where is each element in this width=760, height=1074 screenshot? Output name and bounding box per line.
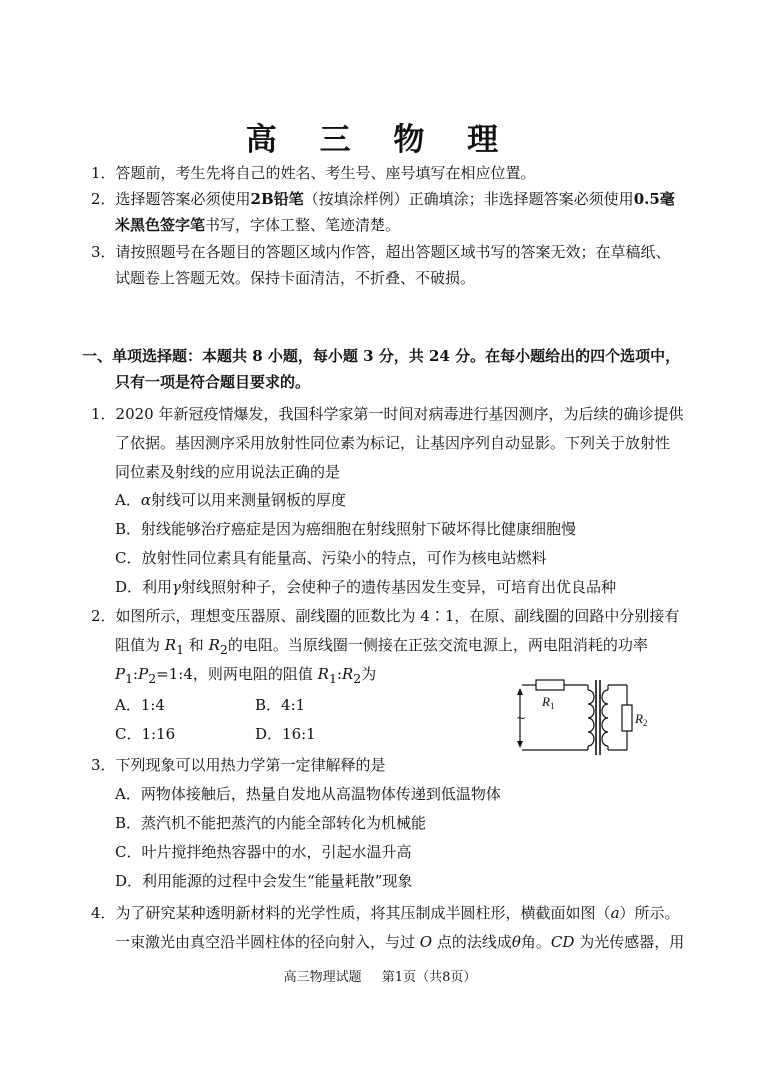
r1-label: $R_1$: [542, 694, 555, 711]
q4-stem-2: 一束激光由真空沿半圆柱体的径向射入，与过 O 点的法线成θ角。CD 为光传感器，用: [115, 933, 685, 951]
instruction-3-cont: 试题卷上答题无效。保持卡面清洁，不折叠、不破损。: [115, 269, 476, 287]
instruction-2: 2．选择题答案必须使用2B铅笔（按填涂样例）正确填涂；非选择题答案必须使用0.5毫: [91, 190, 675, 208]
q4-stem-1: 4．为了研究某种透明新材料的光学性质，将其压制成半圆柱形，横截面如图（a）所示。: [91, 904, 680, 922]
section-heading: 一、单项选择题：本题共 8 小题，每小题 3 分，共 24 分。在每小题给出的四个选项中，: [82, 347, 681, 365]
instruction-3: 3．请按照题号在各题目的答题区域内作答，超出答题区域书写的答案无效；在草稿纸、: [91, 243, 671, 261]
page-title: 高 三 物 理: [245, 122, 515, 158]
section-heading-cont: 只有一项是符合题目要求的。: [115, 373, 311, 391]
instruction-1: 1．答题前，考生先将自己的姓名、考生号、座号填写在相应位置。: [91, 164, 536, 182]
page-footer: [0, 966, 760, 985]
q2-option-b: B．4:1: [255, 696, 306, 714]
q2-stem-1: 2．如图所示，理想变压器原、副线圈的匝数比为 4∶1，在原、副线圈的回路中分别接有: [91, 607, 680, 625]
q1-option-b: B．射线能够治疗癌症是因为癌细胞在射线照射下破坏得比健康细胞慢: [115, 520, 577, 538]
q2-stem-2: 阻值为 $R_1$ 和 $R_2$的电阻。当原线圈一侧接在正弦交流电源上，两电阻消耗的功率: [115, 636, 648, 657]
q3-option-b: B．蒸汽机不能把蒸汽的内能全部转化为机械能: [115, 814, 427, 832]
q2-option-a: A．1:4: [115, 696, 165, 714]
q3-stem: 3．下列现象可以用热力学第一定律解释的是: [91, 756, 386, 774]
q3-option-d: D．利用能源的过程中会发生“能量耗散”现象: [115, 872, 413, 890]
transformer-circuit-diagram: [508, 670, 658, 760]
ac-source-symbol: ~: [516, 711, 527, 725]
q3-option-a: A．两物体接触后，热量自发地从高温物体传递到低温物体: [115, 785, 501, 803]
r2-label: $R_2$: [635, 711, 648, 728]
q1-option-d: D．利用γ射线照射种子，会使种子的遗传基因发生变异，可培育出优良品种: [115, 578, 617, 596]
footer-exam-name: 高三物理试题: [283, 970, 362, 985]
q3-option-c: C．叶片搅拌绝热容器中的水，引起水温升高: [115, 843, 412, 861]
q1-option-a: A．α射线可以用来测量钢板的厚度: [115, 491, 346, 509]
q1-option-c: C．放射性同位素具有能量高、污染小的特点，可作为核电站燃料: [115, 549, 547, 567]
instruction-2-cont: 米黑色签字笔书写，字体工整、笔迹清楚。: [115, 216, 401, 234]
q1-stem-3: 同位素及射线的应用说法正确的是: [115, 463, 341, 481]
footer-page-number: 第1页（共8页）: [381, 970, 477, 985]
q1-stem-2: 了依据。基因测序采用放射性同位素为标记，让基因序列自动显影。下列关于放射性: [115, 434, 671, 452]
q2-option-c: C．1:16: [115, 725, 176, 743]
q1-stem-1: 1．2020 年新冠疫情爆发，我国科学家第一时间对病毒进行基因测序，为后续的确诊提供: [91, 405, 684, 423]
q2-stem-3: $P_1:P_2=1:4$，则两电阻的阻值 $R_1:R_2$为: [115, 665, 377, 686]
q2-option-d: D．16:1: [255, 725, 316, 743]
